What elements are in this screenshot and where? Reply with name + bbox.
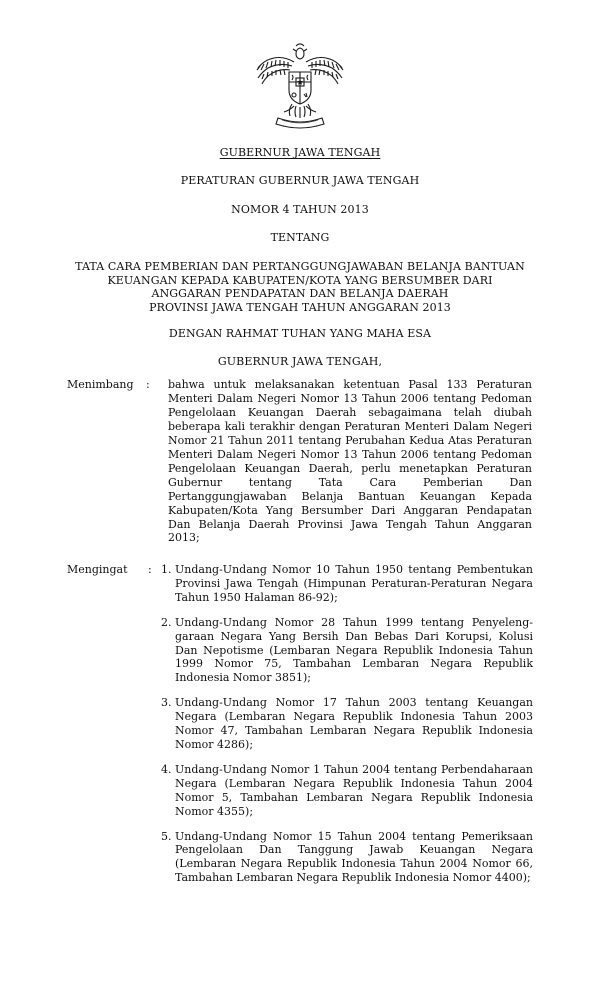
regulation-title-line: PROVINSI JAWA TENGAH TAHUN ANGGARAN 2013 [149, 300, 451, 314]
regulation-heading: PERATURAN GUBERNUR JAWA TENGAH [180, 174, 420, 187]
menimbang-colon: : [146, 378, 150, 391]
mengingat-list [153, 563, 533, 885]
tentang-heading: TENTANG [270, 231, 330, 244]
garuda-pancasila-emblem-icon [252, 42, 348, 132]
list-item-number: 5. [161, 829, 172, 843]
mengingat-colon: : [148, 563, 152, 576]
list-item-number: 3. [161, 696, 172, 710]
list-item [153, 616, 533, 686]
regulation-title [60, 260, 540, 314]
menimbang-label: Menimbang [67, 378, 134, 391]
list-item [153, 563, 533, 605]
list-item [153, 830, 533, 886]
list-item-text: Undang-Undang Nomor 15 Tahun 2004 tentang Pemeriksaan Pengelolaan Dan Tanggung Jawab Keuangan Negara (Lembaran Negara Republik Indonesia Tahun 2004 Nomor 66, Tambahan Lembaran Negara Republik Indonesia Nomor 4400); [175, 829, 533, 885]
list-item-text: Undang-Undang Nomor 10 Tahun 1950 tentang Pembentukan Provinsi Jawa Tengah (Himpunan Peraturan-Peraturan Negara Tahun 1950 Halaman 86-92); [175, 563, 533, 604]
list-item-number: 4. [161, 762, 172, 776]
regulation-title-line: ANGGARAN PENDAPATAN DAN BELANJA DAERAH [151, 287, 449, 301]
list-item [153, 696, 533, 752]
list-item-number: 1. [161, 563, 172, 576]
mengingat-label: Mengingat [67, 563, 128, 576]
gubernur-line: GUBERNUR JAWA TENGAH, [217, 355, 383, 368]
regulation-number: NOMOR 4 TAHUN 2013 [231, 203, 369, 216]
regulation-title-line: KEUANGAN KEPADA KABUPATEN/KOTA YANG BERSUMBER DARI [107, 273, 493, 287]
list-item-text: Undang-Undang Nomor 17 Tahun 2003 tentang Keuangan Negara (Lembaran Negara Republik Indonesia Tahun 2003 Nomor 47, Tambahan Lembaran Negara Republik Indonesia Nomor 4286); [175, 696, 533, 751]
list-item [153, 763, 533, 819]
menimbang-text: bahwa untuk melaksanakan ketentuan Pasal 133 Peraturan Menteri Dalam Negeri Nomor 13 Tahun 2006 tentang Pedoman Pengelolaan Keuangan Daerah sebagaimana telah diubah beberapa kali terakhir dengan Peraturan Menteri Dalam Negeri Nomor 21 Tahun 2011 tentang Perubahan Kedua Atas Peraturan Menteri Dalam Negeri Nomor 13 Tahun 2006 tentang Pedoman Pengelolaan Keuangan Daerah, perlu menetapkan Peraturan Gubernur tentang Tata Cara Pemberian Dan Pertanggungjawaban Belanja Bantuan Keuangan Kepada Kabupaten/Kota Yang Bersumber Dari Anggaran Pendapatan Dan Belanja Daerah Provinsi Jawa Tengah Tahun Anggaran 2013; [168, 378, 532, 545]
regulation-title-line: TATA CARA PEMBERIAN DAN PERTANGGUNGJAWABAN BELANJA BANTUAN [75, 260, 525, 273]
governor-heading: GUBERNUR JAWA TENGAH [219, 146, 381, 159]
list-item-text: Undang-Undang Nomor 28 Tahun 1999 tentang Penyeleng-garaan Negara Yang Bersih Dan Bebas Dari Korupsi, Kolusi Dan Nepotisme (Lembaran Negara Republik Indonesia Tahun 1999 Nomor 75, Tambahan Lembaran Negara Republik Indonesia Nomor 3851); [175, 615, 533, 685]
list-item-text: Undang-Undang Nomor 1 Tahun 2004 tentang Perbendaharaan Negara (Lembaran Negara Republik Indonesia Tahun 2004 Nomor 5, Tambahan Lembaran Negara Republik Indonesia Nomor 4355); [175, 762, 533, 818]
list-item-number: 2. [161, 615, 172, 629]
rahmat-line: DENGAN RAHMAT TUHAN YANG MAHA ESA [168, 327, 432, 340]
